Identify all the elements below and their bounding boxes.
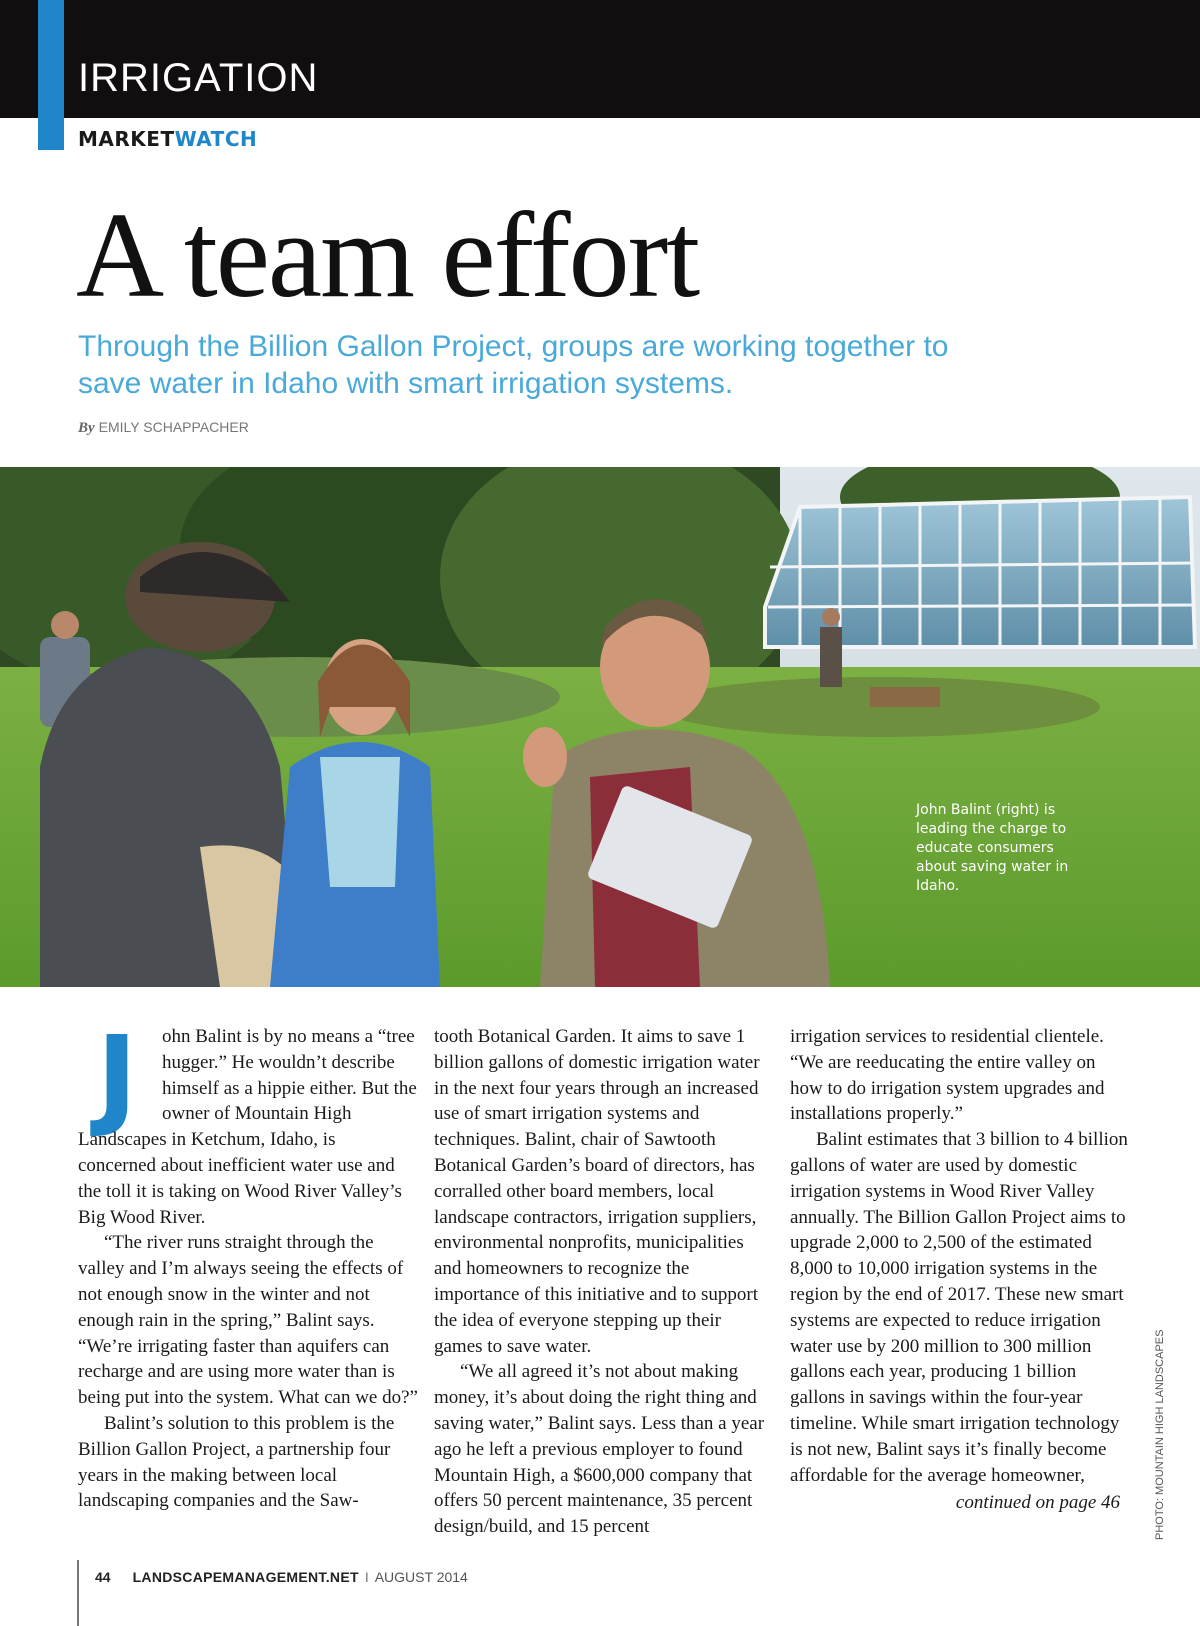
kicker-watch: WATCH bbox=[174, 127, 258, 151]
article-headline: A team effort bbox=[76, 188, 699, 323]
footer-date: AUGUST 2014 bbox=[374, 1569, 468, 1585]
photo-credit-text: PHOTO: MOUNTAIN HIGH LANDSCAPES bbox=[1154, 1329, 1166, 1540]
drop-cap: J bbox=[96, 1012, 138, 1140]
paragraph-3b: tooth Botanical Garden. It aims to save 1 billion gallons of domestic irrigation water in the next four years through an increased use of smart irrigation systems and techniques. Balint, chair of Sawtooth Botanical Garden’s board of directors, has corralled other board members, local landscape contractors, irrigation suppliers, environmental nonprofits, municipalities and homeowners to recognize the importance of this initiative and to support the idea of everyone stepping up their games to save water. bbox=[434, 1026, 760, 1357]
garden-photo-illustration bbox=[0, 467, 1200, 987]
page-footer bbox=[95, 1569, 468, 1585]
paragraph-1-text: ohn Balint is by no means a “tree hugger.” He wouldn’t describe himself as a hippie either. But the owner of Mountain High Landscapes in Ketchum, Idaho, is concerned about inefficient water use and the toll it is taking on Wood River Valley’s Big Wood River. bbox=[78, 1026, 417, 1228]
kicker-market: MARKET bbox=[78, 127, 175, 151]
section-title: IRRIGATION bbox=[78, 56, 319, 100]
body-column-1 bbox=[78, 1012, 418, 1514]
paragraph-5: Balint estimates that 3 billion to 4 billion gallons of water are used by domestic irrigation systems in Wood River Valley annually. The Billion Gallon Project aims to upgrade 2,000 to 2,500 of the estimated 8,000 to 10,000 irrigation systems in the region by the end of 2017. These new smart systems are expected to reduce irrigation water use by 200 million to 300 million gallons each year, producing 1 billion gallons in savings within the four-year timeline. While smart irrigation technology is not new, Balint says it’s finally become affordable for the average homeowner, bbox=[790, 1129, 1128, 1486]
article-dek: Through the Billion Gallon Project, groups are working together to save water in Idaho with smart irrigation systems. bbox=[78, 330, 949, 400]
photo-credit bbox=[1154, 1329, 1168, 1540]
paragraph-1 bbox=[78, 1012, 418, 1230]
paragraph-4a: “We all agreed it’s not about making money, it’s about doing the right thing and saving water,” Balint says. Less than a year ago he left a previous employer to found Mountain High, a $600,000 company that offers 50 percent maintenance, 35 percent design/build, and 15 percent bbox=[434, 1361, 765, 1538]
byline-author: EMILY SCHAPPACHER bbox=[98, 419, 249, 435]
section-accent-bar bbox=[38, 0, 64, 150]
footer-separator: I bbox=[364, 1569, 369, 1585]
paragraph-3a: Balint’s solution to this problem is the Billion Gallon Project, a partnership four years in the making between local landscaping companies and the Saw- bbox=[78, 1412, 395, 1512]
byline bbox=[78, 419, 249, 437]
footer-site[interactable]: LANDSCAPEMANAGEMENT.NET bbox=[132, 1569, 359, 1585]
department-kicker bbox=[78, 127, 257, 151]
byline-prefix: By bbox=[78, 420, 95, 436]
paragraph-4b: irrigation services to residential clientele. “We are reeducating the entire valley on how to do irrigation system upgrades and installations properly.” bbox=[790, 1026, 1105, 1125]
footer-rule bbox=[77, 1560, 79, 1626]
photo-caption: John Balint (right) is leading the charge to educate consumers about saving water in Idaho. bbox=[916, 802, 1069, 894]
body-column-2 bbox=[434, 1024, 774, 1540]
garden-photo bbox=[0, 467, 1200, 987]
page-number: 44 bbox=[95, 1569, 111, 1585]
continued-link[interactable]: continued on page 46 bbox=[955, 1492, 1120, 1514]
body-column-3 bbox=[790, 1024, 1130, 1516]
paragraph-2: “The river runs straight through the valley and I’m always seeing the effects of not enough snow in the winter and not enough rain in the spring,” Balint says. “We’re irrigating faster than aquifers can recharge and are using more water than is being put into the system. What can we do?” bbox=[78, 1232, 418, 1409]
